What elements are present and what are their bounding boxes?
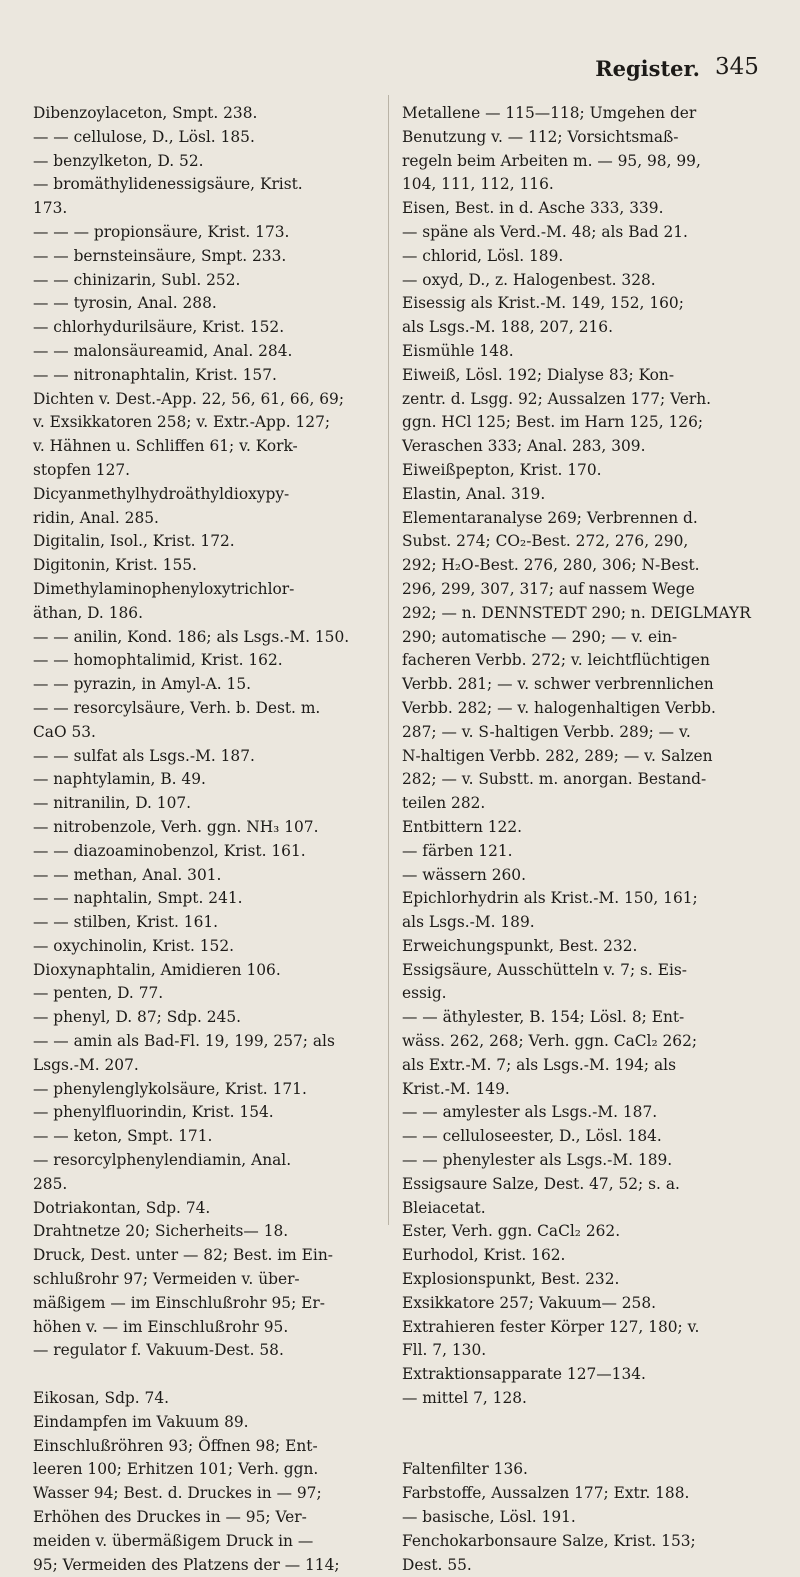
index-entry-line: CaO 53. [33, 722, 96, 741]
index-entry-line: — — celluloseester, D., Lösl. 184. [402, 1127, 662, 1146]
index-column-right [402, 102, 780, 1577]
index-entry-line: regeln beim Arbeiten m. — 95, 98, 99, [402, 151, 701, 170]
index-entry-line: — — naphtalin, Smpt. 241. [33, 889, 243, 908]
index-entry-line: — naphtylamin, B. 49. [33, 770, 206, 789]
index-entry-line: — phenylfluorindin, Krist. 154. [33, 1103, 274, 1122]
index-entry-line: — — phenylester als Lsgs.-M. 189. [402, 1151, 673, 1170]
index-entry-line: — — äthylester, B. 154; Lösl. 8; Ent- [402, 1008, 685, 1027]
index-entry-line: — — chinizarin, Subl. 252. [33, 270, 241, 289]
index-entry-line: mäßigem — im Einschlußrohr 95; Er- [33, 1293, 325, 1312]
index-entry-line: stopfen 127. [33, 460, 131, 479]
index-entry-line: — späne als Verd.-M. 48; als Bad 21. [402, 222, 688, 241]
index-entry-line: — — malonsäureamid, Anal. 284. [33, 341, 293, 360]
index-entry-line: Elementaranalyse 269; Verbrennen d. [402, 508, 698, 527]
index-entry-line: Bleiacetat. [402, 1198, 486, 1217]
index-entry-line: 282; — v. Substt. m. anorgan. Bestand- [402, 770, 707, 789]
index-entry-line: 285. [33, 1174, 68, 1193]
index-entry-line: schlußrohr 97; Vermeiden v. über- [33, 1270, 300, 1289]
index-entry-line: — phenyl, D. 87; Sdp. 245. [33, 1008, 242, 1027]
index-entry-line: 104, 111, 112, 116. [402, 175, 554, 194]
index-entry-line: Farbstoffe, Aussalzen 177; Extr. 188. [402, 1484, 690, 1503]
page-header [0, 52, 800, 86]
index-entry-line: Wasser 94; Best. d. Druckes in — 97; [33, 1484, 322, 1503]
index-entry-line: Digitalin, Isol., Krist. 172. [33, 532, 235, 551]
index-entry-line: N-haltigen Verbb. 282, 289; — v. Salzen [402, 746, 713, 765]
index-entry-line: Druck, Dest. unter — 82; Best. im Ein- [33, 1246, 333, 1265]
index-entry-line: — penten, D. 77. [33, 984, 164, 1003]
index-entry-line: Krist.-M. 149. [402, 1079, 510, 1098]
index-entry-line: Benutzung v. — 112; Vorsichtsmaß- [402, 127, 679, 146]
index-entry-line: — bromäthylidenessigsäure, Krist. [33, 175, 303, 194]
running-title: Register. [595, 56, 700, 81]
index-entry-line: 287; — v. S-haltigen Verbb. 289; — v. [402, 722, 691, 741]
index-entry-line: Eisessig als Krist.-M. 149, 152, 160; [402, 294, 684, 313]
index-entry-line: Dest. 55. [402, 1555, 472, 1574]
section-gap [402, 1411, 780, 1435]
index-entry-line: — — — propionsäure, Krist. 173. [33, 222, 290, 241]
index-entry-line: Drahtnetze 20; Sicherheits— 18. [33, 1222, 289, 1241]
index-entry-line: — — keton, Smpt. 171. [33, 1127, 213, 1146]
index-entry-line: Metallene — 115—118; Umgehen der [402, 104, 697, 122]
index-entry-line: — — stilben, Krist. 161. [33, 913, 219, 932]
index-entry-line: Lsgs.-M. 207. [33, 1055, 139, 1074]
page-number: 345 [715, 54, 759, 80]
index-entry-line: Einschlußröhren 93; Öffnen 98; Ent- [33, 1436, 318, 1455]
index-entry-line: Ester, Verh. ggn. CaCl₂ 262. [402, 1222, 621, 1241]
index-entry-line: zentr. d. Lsgg. 92; Aussalzen 177; Verh. [402, 389, 712, 408]
index-entry-line: 173. [33, 199, 68, 218]
index-entry-line: v. Hähnen u. Schliffen 61; v. Kork- [33, 437, 298, 456]
index-entry-line: Veraschen 333; Anal. 283, 309. [402, 437, 646, 456]
index-entry-line: höhen v. — im Einschlußrohr 95. [33, 1317, 289, 1336]
index-entry-line: Digitonin, Krist. 155. [33, 556, 197, 575]
index-entry-line: Explosionspunkt, Best. 232. [402, 1270, 620, 1289]
index-entry-line: Faltenfilter 136. [402, 1460, 528, 1479]
index-entry-line: Eismühle 148. [402, 341, 514, 360]
index-entry-line: Eisen, Best. in d. Asche 333, 339. [402, 199, 664, 218]
index-entry-line: ggn. HCl 125; Best. im Harn 125, 126; [402, 413, 704, 432]
index-entry-line: Eiweißpepton, Krist. 170. [402, 460, 602, 479]
index-entry-line: — — methan, Anal. 301. [33, 865, 222, 884]
index-entry-line: — — pyrazin, in Amyl-A. 15. [33, 675, 252, 694]
index-entry-line: — — cellulose, D., Lösl. 185. [33, 127, 255, 146]
index-entry-line: Subst. 274; CO₂-Best. 272, 276, 290, [402, 532, 689, 551]
index-entry-line: Dimethylaminophenyloxytrichlor- [33, 579, 295, 598]
index-entry-line: — — resorcylsäure, Verh. b. Dest. m. [33, 698, 321, 717]
index-entry-line: Eiweiß, Lösl. 192; Dialyse 83; Kon- [402, 365, 675, 384]
index-entry-line: Dotriakontan, Sdp. 74. [33, 1198, 211, 1217]
index-entry-line: meiden v. übermäßigem Druck in — [33, 1531, 314, 1550]
section-gap [33, 1363, 383, 1387]
index-entry-line: wäss. 262, 268; Verh. ggn. CaCl₂ 262; [402, 1032, 698, 1051]
index-entry-line: Dibenzoylaceton, Smpt. 238. [33, 104, 258, 122]
index-entry-line: — regulator f. Vakuum-Dest. 58. [33, 1341, 284, 1360]
index-entry-line: Entbittern 122. [402, 817, 523, 836]
index-entry-line: Elastin, Anal. 319. [402, 484, 546, 503]
index-entry-line: Eindampfen im Vakuum 89. [33, 1412, 249, 1431]
index-entry-line: Dioxynaphtalin, Amidieren 106. [33, 960, 281, 979]
index-entry-line: — wässern 260. [402, 865, 526, 884]
index-entry-line: — — sulfat als Lsgs.-M. 187. [33, 746, 255, 765]
index-entry-line: 292; H₂O-Best. 276, 280, 306; N-Best. [402, 556, 700, 575]
column-divider [388, 95, 389, 1225]
index-entry-line: — — bernsteinsäure, Smpt. 233. [33, 246, 287, 265]
index-entry-line: — — amin als Bad-Fl. 19, 199, 257; als [33, 1032, 335, 1051]
index-entry-line: Essigsaure Salze, Dest. 47, 52; s. a. [402, 1174, 680, 1193]
index-entry-line: — — tyrosin, Anal. 288. [33, 294, 217, 313]
index-entry-line: 95; Vermeiden des Platzens der — 114; [33, 1555, 340, 1574]
index-entry-line: als Lsgs.-M. 188, 207, 216. [402, 318, 613, 337]
index-entry-line: Verbb. 281; — v. schwer verbrennlichen [402, 675, 714, 694]
index-entry-line: teilen 282. [402, 794, 486, 813]
index-entry-line: — — anilin, Kond. 186; als Lsgs.-M. 150. [33, 627, 350, 646]
index-entry-line: — färben 121. [402, 841, 513, 860]
index-entry-line: — oxyd, D., z. Halogenbest. 328. [402, 270, 656, 289]
index-entry-line: Eikosan, Sdp. 74. [33, 1389, 170, 1408]
index-entry-line: — mittel 7, 128. [402, 1389, 527, 1408]
index-entry-line: — — homophtalimid, Krist. 162. [33, 651, 283, 670]
index-entry-line: Dichten v. Dest.-App. 22, 56, 61, 66, 69; [33, 389, 345, 408]
index-entry-line: Extraktionsapparate 127—134. [402, 1365, 646, 1384]
index-entry-line: — oxychinolin, Krist. 152. [33, 936, 235, 955]
index-entry-line: — — nitronaphtalin, Krist. 157. [33, 365, 277, 384]
section-gap [402, 1435, 780, 1459]
index-entry-line: 290; automatische — 290; — v. ein- [402, 627, 678, 646]
index-entry-line: Verbb. 282; — v. halogenhaltigen Verbb. [402, 698, 716, 717]
index-entry-line: — benzylketon, D. 52. [33, 151, 204, 170]
index-entry-line: — resorcylphenylendiamin, Anal. [33, 1151, 292, 1170]
index-entry-line: Fenchokarbonsaure Salze, Krist. 153; [402, 1531, 696, 1550]
index-entry-line: — basische, Lösl. 191. [402, 1508, 576, 1527]
index-entry-line: Extrahieren fester Körper 127, 180; v. [402, 1317, 700, 1336]
index-entry-line: — nitrobenzole, Verh. ggn. NH₃ 107. [33, 817, 319, 836]
index-entry-line: — nitranilin, D. 107. [33, 794, 192, 813]
index-entry-line: — chlorid, Lösl. 189. [402, 246, 564, 265]
index-entry-line: ridin, Anal. 285. [33, 508, 159, 527]
index-column-left [33, 102, 383, 1577]
index-entry-line: — — amylester als Lsgs.-M. 187. [402, 1103, 658, 1122]
index-entry-line: Erweichungspunkt, Best. 232. [402, 936, 638, 955]
index-entry-line: 292; — n. DENNSTEDT 290; n. DEIGLMAYR [402, 603, 751, 622]
index-entry-line: Essigsäure, Ausschütteln v. 7; s. Eis- [402, 960, 687, 979]
index-entry-line: Epichlorhydrin als Krist.-M. 150, 161; [402, 889, 698, 908]
index-entry-line: Erhöhen des Druckes in — 95; Ver- [33, 1508, 307, 1527]
index-entry-line: Dicyanmethylhydroäthyldioxypy- [33, 484, 290, 503]
index-entry-line: — phenylenglykolsäure, Krist. 171. [33, 1079, 307, 1098]
index-entry-line: Eurhodol, Krist. 162. [402, 1246, 566, 1265]
index-entry-line: 296, 299, 307, 317; auf nassem Wege [402, 579, 695, 598]
index-entry-line: als Extr.-M. 7; als Lsgs.-M. 194; als [402, 1055, 677, 1074]
index-entry-line: äthan, D. 186. [33, 603, 143, 622]
index-entry-line: facheren Verbb. 272; v. leichtflüchtigen [402, 651, 710, 670]
index-entry-line: — — diazoaminobenzol, Krist. 161. [33, 841, 306, 860]
index-entry-line: — chlorhydurilsäure, Krist. 152. [33, 318, 285, 337]
index-entry-line: als Lsgs.-M. 189. [402, 913, 535, 932]
index-entry-line: Exsikkatore 257; Vakuum— 258. [402, 1293, 656, 1312]
index-entry-line: essig. [402, 984, 447, 1003]
index-entry-line: leeren 100; Erhitzen 101; Verh. ggn. [33, 1460, 319, 1479]
index-entry-line: v. Exsikkatoren 258; v. Extr.-App. 127; [33, 413, 331, 432]
index-entry-line: Fll. 7, 130. [402, 1341, 487, 1360]
